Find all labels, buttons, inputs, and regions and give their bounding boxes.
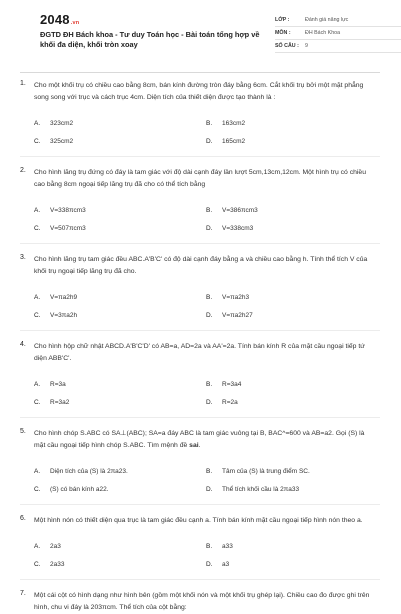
option-text: 2a3 <box>50 542 61 550</box>
answer-options <box>34 465 380 495</box>
info-value: ĐH Bách Khoa <box>305 30 341 36</box>
option-text: a33 <box>222 542 233 550</box>
question-number: 1. <box>20 80 26 87</box>
option-text: V=πa2h27 <box>222 311 253 319</box>
option-text: R=3a4 <box>222 380 242 388</box>
option-label: A. <box>34 467 41 475</box>
worksheet-header <box>20 0 380 68</box>
option-c[interactable] <box>34 396 206 408</box>
option-a[interactable] <box>34 291 206 303</box>
option-label: D. <box>206 398 213 406</box>
option-text: 163cm2 <box>222 119 246 127</box>
info-key: LỚP : <box>275 17 290 23</box>
question-6 <box>20 515 380 570</box>
option-text: Thể tích khối cầu là 2πa33 <box>222 485 300 493</box>
question-1 <box>20 80 380 147</box>
option-a[interactable] <box>34 204 206 216</box>
option-label: A. <box>34 542 41 550</box>
option-a[interactable] <box>34 540 206 552</box>
option-label: C. <box>34 224 41 232</box>
option-label: B. <box>206 206 213 214</box>
info-row-subject <box>275 27 401 40</box>
option-text: V=338cm3 <box>222 224 254 232</box>
option-a[interactable] <box>34 465 206 477</box>
option-label: D. <box>206 560 213 568</box>
question-text-main: Cho hình chóp S.ABC có SA⊥(ABC); SA=a đáy ABC là tam giác vuông tại B, BAC^=600 và AB=a2. Gọi (S) là mặt cầu ngoại tiếp hình chóp S.ABC. Tìm mệnh đề <box>34 430 365 449</box>
option-text: R=2a <box>222 398 238 406</box>
worksheet-title: ĐGTD ĐH Bách khoa - Tư duy Toán học - Bài toán tổng hợp về khối đa diện, khối tròn xoay <box>40 30 260 49</box>
option-c[interactable] <box>34 558 206 570</box>
question-text: Một hình nón có thiết diện qua trục là tam giác đều cạnh a. Tính bán kính mặt cầu ngoại tiếp hình nón theo a. <box>34 517 363 524</box>
option-text: V=πa2h9 <box>50 293 78 301</box>
question-number: 7. <box>20 590 26 597</box>
option-a[interactable] <box>34 378 206 390</box>
info-value: 9 <box>305 43 308 49</box>
option-label: A. <box>34 119 41 127</box>
answer-options <box>34 204 380 234</box>
info-row-count <box>275 40 401 53</box>
question-separator <box>20 330 380 331</box>
option-d[interactable] <box>206 135 378 147</box>
option-c[interactable] <box>34 483 206 495</box>
question-2 <box>20 167 380 234</box>
question-7 <box>20 590 380 614</box>
answer-options <box>34 117 380 147</box>
option-text: V=πa2h3 <box>222 293 250 301</box>
question-number: 6. <box>20 515 26 522</box>
question-text: Cho hình lăng trụ đứng có đáy là tam giác với độ dài cạnh đáy lần lượt 5cm,13cm,12cm. Một hình trụ có chiều cao bằng 8cm ngoại tiếp lăng trụ đã cho có thể tích bằng <box>34 169 366 188</box>
option-label: A. <box>34 293 41 301</box>
option-label: C. <box>34 398 41 406</box>
question-text-emphasis: sai <box>189 442 199 449</box>
question-text: Cho hình hộp chữ nhật ABCD.A'B'C'D' có AB=a, AD=2a và AA'=2a. Tính bán kính R của mặt cầu ngoại tiếp tứ diện ABB'C'. <box>34 343 365 362</box>
option-label: D. <box>206 137 213 145</box>
option-d[interactable] <box>206 309 378 321</box>
option-c[interactable] <box>34 135 206 147</box>
option-c[interactable] <box>34 222 206 234</box>
option-text: V=338πcm3 <box>50 206 86 214</box>
info-key: SỐ CÂU : <box>275 43 299 49</box>
info-row-class <box>275 14 401 27</box>
question-text: Cho một khối trụ có chiều cao bằng 8cm, bán kính đường tròn đáy bằng 6cm. Cắt khối trụ bởi một mặt phẳng song song với trục và cách trục 4cm. Diện tích của thiết diện được tạo thành là : <box>34 82 364 101</box>
question-text <box>34 428 380 452</box>
question-separator <box>20 243 380 244</box>
option-text: V=3πa2h <box>50 311 78 319</box>
question-4 <box>20 341 380 408</box>
option-text: R=3a2 <box>50 398 70 406</box>
option-b[interactable] <box>206 465 378 477</box>
question-number: 5. <box>20 428 26 435</box>
option-b[interactable] <box>206 117 378 129</box>
question-separator <box>20 504 380 505</box>
option-text: 323cm2 <box>50 119 74 127</box>
option-label: B. <box>206 293 213 301</box>
question-number: 3. <box>20 254 26 261</box>
question-number: 4. <box>20 341 26 348</box>
option-a[interactable] <box>34 117 206 129</box>
answer-options <box>34 540 380 570</box>
header-divider <box>20 72 380 73</box>
option-label: B. <box>206 380 213 388</box>
option-label: B. <box>206 119 213 127</box>
option-text: (S) có bán kính a22. <box>50 485 109 493</box>
option-label: D. <box>206 311 213 319</box>
info-value: Đánh giá năng lực <box>305 17 349 23</box>
question-separator <box>20 156 380 157</box>
option-d[interactable] <box>206 483 378 495</box>
option-label: D. <box>206 485 213 493</box>
question-number: 2. <box>20 167 26 174</box>
option-text: V=386πcm3 <box>222 206 258 214</box>
question-3 <box>20 254 380 321</box>
option-text: 325cm2 <box>50 137 74 145</box>
option-label: A. <box>34 206 41 214</box>
question-text-end: . <box>198 442 201 449</box>
question-list <box>20 80 380 614</box>
answer-options <box>34 291 380 321</box>
info-table <box>275 14 401 53</box>
option-label: B. <box>206 542 213 550</box>
option-text: a3 <box>222 560 230 568</box>
option-text: R=3a <box>50 380 66 388</box>
option-text: Diện tích của (S) là 2πa23. <box>50 467 128 475</box>
logo-suffix: .vn <box>70 20 80 26</box>
option-text: Tâm của (S) là trung điểm SC. <box>222 467 310 475</box>
question-separator <box>20 417 380 418</box>
question-text: Cho hình lăng trụ tam giác đều ABC.A'B'C' có độ dài cạnh đáy bằng a và chiều cao bằng h. Tính thể tích V của khối trụ ngoại tiếp lăng trụ đã cho. <box>34 256 368 275</box>
option-text: V=507πcm3 <box>50 224 86 232</box>
option-d[interactable] <box>206 222 378 234</box>
option-label: D. <box>206 224 213 232</box>
option-label: A. <box>34 380 41 388</box>
option-b[interactable] <box>206 291 378 303</box>
option-b[interactable] <box>206 540 378 552</box>
option-label: B. <box>206 467 213 475</box>
info-key: MÔN : <box>275 30 291 36</box>
option-label: C. <box>34 137 41 145</box>
question-5 <box>20 428 380 495</box>
option-text: 165cm2 <box>222 137 246 145</box>
option-text: 2a33 <box>50 560 65 568</box>
option-label: C. <box>34 560 41 568</box>
question-text: Một cái cột có hình dạng như hình bên (gồm một khối nón và một khối trụ ghép lại). Chiều cao đo được ghi trên hình, chu vi đáy là 203πcm. Thể tích của cột bằng: <box>34 592 370 611</box>
option-b[interactable] <box>206 378 378 390</box>
site-logo[interactable] <box>40 12 79 27</box>
option-d[interactable] <box>206 396 378 408</box>
option-c[interactable] <box>34 309 206 321</box>
logo-text: 2048 <box>40 12 70 27</box>
option-d[interactable] <box>206 558 378 570</box>
option-b[interactable] <box>206 204 378 216</box>
option-label: C. <box>34 311 41 319</box>
question-separator <box>20 579 380 580</box>
option-label: C. <box>34 485 41 493</box>
answer-options <box>34 378 380 408</box>
